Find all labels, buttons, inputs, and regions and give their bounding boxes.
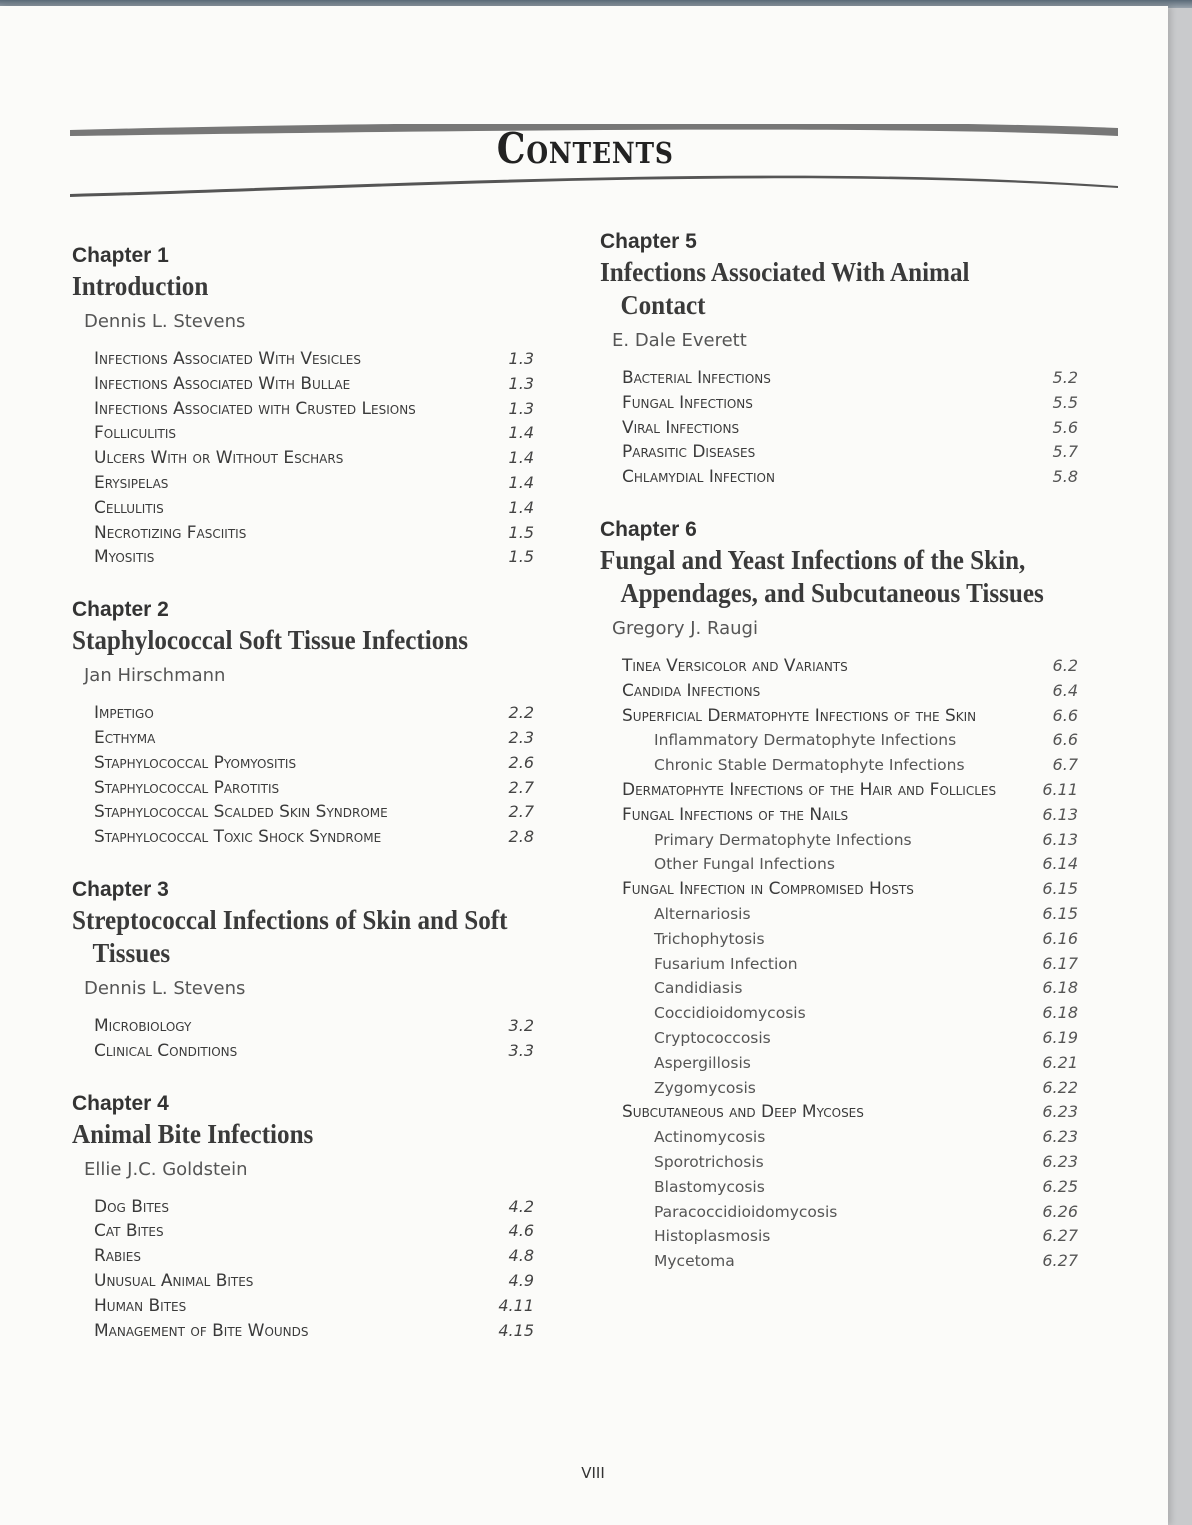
- entry-page-number: 6.27: [1042, 1226, 1078, 1246]
- entry-page-number: 4.6: [508, 1221, 534, 1241]
- toc-entry: [94, 800, 542, 825]
- chapter-block: [72, 876, 542, 1064]
- toc-subentry: [622, 1175, 1090, 1200]
- toc-entry: [94, 1014, 542, 1039]
- entry-title: Zygomycosis: [654, 1078, 756, 1097]
- entry-page-number: 6.26: [1042, 1201, 1078, 1221]
- entry-title: Trichophytosis: [654, 929, 765, 948]
- entry-page-number: 4.15: [498, 1320, 534, 1340]
- entry-page-number: 2.8: [508, 827, 534, 847]
- toc-subentry: [622, 1224, 1090, 1249]
- entry-title: Staphylococcal Scalded Skin Syndrome: [94, 802, 388, 823]
- chapter-author: E. Dale Everett: [612, 330, 747, 351]
- entry-title: Staphylococcal Toxic Shock Syndrome: [94, 827, 382, 848]
- chapter-author: Ellie J.C. Goldstein: [84, 1158, 248, 1180]
- entry-title: Human Bites: [94, 1295, 187, 1316]
- entry-page-number: 1.3: [508, 373, 534, 393]
- entry-page-number: 6.7: [1052, 755, 1078, 775]
- entry-page-number: 6.22: [1042, 1077, 1078, 1097]
- entry-page-number: 2.7: [508, 777, 534, 797]
- entry-page-number: 6.23: [1042, 1102, 1078, 1122]
- chapter-title: Staphylococcal Soft Tissue Infections: [72, 625, 468, 656]
- entry-title: Management of Bite Wounds: [94, 1320, 309, 1341]
- toc-subentry: [622, 952, 1090, 977]
- entry-title: Fungal Infections: [622, 392, 753, 413]
- toc-subentry: [622, 1125, 1090, 1150]
- toc-entry: [622, 704, 1090, 729]
- entry-title: Primary Dermatophyte Infections: [654, 830, 912, 849]
- entry-page-number: 4.8: [508, 1246, 534, 1266]
- entry-title: Myositis: [94, 547, 155, 568]
- entry-title: Ulcers With or Without Eschars: [94, 448, 344, 469]
- entry-title: Impetigo: [94, 703, 154, 724]
- toc-entry: [94, 545, 542, 570]
- entry-page-number: 5.6: [1052, 417, 1078, 437]
- entry-page-number: 6.6: [1052, 730, 1078, 750]
- entry-title: Alternariosis: [654, 904, 751, 923]
- toc-entry: [622, 391, 1090, 416]
- entry-page-number: 2.6: [508, 752, 534, 772]
- entry-page-number: 2.2: [508, 703, 534, 723]
- title-rule-bottom: [70, 162, 1118, 198]
- toc-entry: [94, 372, 542, 397]
- entry-page-number: 6.16: [1042, 928, 1078, 948]
- entry-title: Fungal Infections of the Nails: [622, 804, 849, 825]
- toc-subentry: [622, 852, 1090, 877]
- entry-page-number: 2.7: [508, 802, 534, 822]
- entry-title: Blastomycosis: [654, 1177, 765, 1196]
- entry-title: Candidiasis: [654, 979, 743, 998]
- chapter-label: Chapter 6: [600, 517, 697, 541]
- entry-page-number: 6.25: [1042, 1176, 1078, 1196]
- entry-page-number: 5.7: [1052, 442, 1078, 462]
- entry-title: Infections Associated With Bullae: [94, 373, 351, 394]
- toc-subentry: [622, 1200, 1090, 1225]
- chapter-title: Animal Bite Infections: [72, 1118, 314, 1149]
- chapter-label: Chapter 3: [72, 877, 169, 901]
- entry-title: Sporotrichosis: [654, 1152, 764, 1171]
- entry-title: Cryptococcosis: [654, 1028, 771, 1047]
- entry-page-number: 6.18: [1042, 1003, 1078, 1023]
- toc-entry: [94, 1219, 542, 1244]
- entry-title: Erysipelas: [94, 472, 169, 493]
- chapter-block: [600, 228, 1090, 490]
- chapter-label: Chapter 5: [600, 230, 697, 253]
- entry-page-number: 6.18: [1042, 978, 1078, 998]
- entry-title: Dog Bites: [94, 1196, 169, 1217]
- toc-entry: [622, 778, 1090, 803]
- entry-page-number: 4.11: [498, 1295, 534, 1315]
- toc-subentry: [622, 902, 1090, 927]
- entry-page-number: 1.4: [508, 472, 534, 492]
- entry-page-number: 6.13: [1042, 829, 1078, 849]
- entry-page-number: 6.13: [1042, 804, 1078, 824]
- entry-title: Necrotizing Fasciitis: [94, 522, 247, 543]
- toc-entry-list: [94, 701, 542, 850]
- entry-page-number: 5.8: [1052, 467, 1078, 487]
- entry-page-number: 3.2: [508, 1015, 534, 1035]
- chapter-author: Gregory J. Raugi: [612, 617, 758, 639]
- toc-entry: [94, 397, 542, 422]
- entry-title: Histoplasmosis: [654, 1227, 771, 1246]
- entry-page-number: 5.5: [1052, 392, 1078, 412]
- entry-title: Other Fungal Infections: [654, 855, 835, 874]
- toc-entry-list: [94, 1014, 542, 1064]
- entry-title: Staphylococcal Pyomyositis: [94, 752, 297, 773]
- entry-title: Chronic Stable Dermatophyte Infections: [654, 756, 965, 775]
- toc-entry: [94, 1319, 542, 1344]
- toc-entry: [94, 751, 542, 776]
- entry-title: Superficial Dermatophyte Infections of the Skin: [622, 705, 977, 726]
- entry-title: Infections Associated With Vesicles: [94, 349, 361, 369]
- toc-entry: [94, 1039, 542, 1064]
- entry-page-number: 6.11: [1042, 779, 1078, 799]
- entry-page-number: 5.2: [1052, 368, 1078, 387]
- entry-title: Microbiology: [94, 1015, 192, 1036]
- entry-title: Cellulitis: [94, 497, 164, 518]
- toc-subentry: [622, 1051, 1090, 1076]
- chapter-title: Introduction: [72, 271, 209, 301]
- chapter-block: [72, 596, 542, 850]
- entry-title: Fusarium Infection: [654, 954, 798, 973]
- entry-page-number: 6.4: [1052, 680, 1078, 700]
- entry-page-number: 1.4: [508, 497, 534, 517]
- entry-title: Cat Bites: [94, 1221, 164, 1242]
- toc-subentry: [622, 828, 1090, 853]
- toc-subentry: [622, 976, 1090, 1001]
- entry-page-number: 1.4: [508, 423, 534, 443]
- entry-title: Chlamydial Infection: [622, 467, 775, 488]
- chapter-author: Dennis L. Stevens: [84, 311, 246, 332]
- toc-entry: [622, 440, 1090, 465]
- entry-page-number: 1.5: [508, 522, 534, 542]
- toc-subentry: [622, 1150, 1090, 1175]
- toc-entry: [94, 347, 542, 372]
- chapter-label: Chapter 1: [72, 244, 169, 267]
- entry-page-number: 1.3: [508, 349, 534, 368]
- toc-entry: [94, 701, 542, 726]
- entry-page-number: 6.21: [1042, 1052, 1078, 1072]
- chapter-title: Infections Associated With Animal Contact: [600, 257, 970, 320]
- toc-entry: [622, 654, 1090, 679]
- toc-entry: [94, 825, 542, 850]
- entry-page-number: 1.5: [508, 547, 534, 567]
- toc-entry-list: [622, 366, 1090, 490]
- document-page: [0, 6, 1168, 1525]
- entry-title: Actinomycosis: [654, 1128, 766, 1147]
- entry-page-number: 6.23: [1042, 1127, 1078, 1147]
- toc-entry: [94, 776, 542, 801]
- toc-entry: [622, 803, 1090, 828]
- entry-title: Tinea Versicolor and Variants: [622, 655, 848, 676]
- entry-page-number: 6.14: [1042, 854, 1078, 874]
- contents-right-column: [600, 228, 1090, 1300]
- toc-subentry: [622, 927, 1090, 952]
- entry-page-number: 6.27: [1042, 1251, 1078, 1271]
- toc-entry: [94, 521, 542, 546]
- entry-title: Candida Infections: [622, 680, 761, 701]
- toc-entry: [94, 1269, 542, 1294]
- entry-page-number: 4.2: [508, 1196, 534, 1216]
- toc-entry: [94, 1195, 542, 1220]
- entry-page-number: 6.17: [1042, 953, 1078, 973]
- toc-subentry: [622, 1001, 1090, 1026]
- toc-entry: [94, 496, 542, 521]
- entry-page-number: 3.3: [508, 1040, 534, 1060]
- chapter-block: [72, 242, 542, 570]
- toc-subentry: [622, 753, 1090, 778]
- entry-title: Dermatophyte Infections of the Hair and Follicles: [622, 779, 997, 800]
- entry-title: Aspergillosis: [654, 1053, 751, 1072]
- toc-entry: [622, 366, 1090, 391]
- entry-title: Parasitic Diseases: [622, 442, 756, 463]
- entry-page-number: 6.2: [1052, 655, 1078, 675]
- toc-entry: [94, 446, 542, 471]
- toc-entry: [622, 416, 1090, 441]
- chapter-title: Streptococcal Infections of Skin and Soft Tissues: [72, 904, 508, 968]
- entry-page-number: 6.15: [1042, 903, 1078, 923]
- toc-entry: [622, 679, 1090, 704]
- entry-title: Unusual Animal Bites: [94, 1270, 254, 1291]
- toc-entry: [622, 465, 1090, 490]
- entry-title: Folliculitis: [94, 423, 177, 444]
- entry-title: Rabies: [94, 1246, 141, 1267]
- toc-subentry: [622, 1076, 1090, 1101]
- chapter-block: [72, 1090, 542, 1344]
- entry-page-number: 2.3: [508, 727, 534, 747]
- entry-title: Coccidioidomycosis: [654, 1004, 806, 1023]
- toc-entry: [94, 1294, 542, 1319]
- toc-entry-list: [94, 347, 542, 570]
- chapter-block: [600, 516, 1090, 1274]
- entry-title: Mycetoma: [654, 1252, 735, 1271]
- toc-entry-list: [622, 654, 1090, 1274]
- entry-title: Subcutaneous and Deep Mycoses: [622, 1102, 864, 1123]
- entry-page-number: 6.15: [1042, 879, 1078, 899]
- entry-page-number: 6.6: [1052, 705, 1078, 725]
- entry-title: Staphylococcal Parotitis: [94, 777, 280, 798]
- chapter-label: Chapter 4: [72, 1091, 169, 1115]
- toc-entry: [622, 1100, 1090, 1125]
- entry-title: Viral Infections: [622, 417, 740, 438]
- toc-entry: [94, 1244, 542, 1269]
- entry-title: Paracoccidioidomycosis: [654, 1202, 838, 1221]
- entry-page-number: 1.4: [508, 448, 534, 468]
- toc-entry: [622, 877, 1090, 902]
- chapter-label: Chapter 2: [72, 598, 169, 622]
- entry-title: Inflammatory Dermatophyte Infections: [654, 731, 957, 750]
- toc-entry: [94, 726, 542, 751]
- entry-title: Infections Associated with Crusted Lesions: [94, 398, 416, 419]
- chapter-title: Fungal and Yeast Infections of the Skin, Appendages, and Subcutaneous Tissues: [600, 544, 1044, 608]
- entry-page-number: 6.19: [1042, 1027, 1078, 1047]
- toc-subentry: [622, 1249, 1090, 1274]
- page-title: Contents: [496, 124, 674, 173]
- entry-page-number: 4.9: [508, 1270, 534, 1290]
- entry-page-number: 6.23: [1042, 1151, 1078, 1171]
- entry-page-number: 1.3: [508, 398, 534, 418]
- toc-entry: [94, 471, 542, 496]
- contents-left-column: [72, 242, 542, 1369]
- chapter-author: Jan Hirschmann: [84, 665, 226, 687]
- page-number: VIII: [581, 1464, 605, 1482]
- toc-subentry: [622, 728, 1090, 753]
- toc-entry-list: [94, 1195, 542, 1344]
- chapter-author: Dennis L. Stevens: [84, 977, 246, 999]
- toc-subentry: [622, 1026, 1090, 1051]
- entry-title: Clinical Conditions: [94, 1040, 238, 1061]
- entry-title: Ecthyma: [94, 727, 156, 748]
- entry-title: Fungal Infection in Compromised Hosts: [622, 879, 914, 900]
- toc-entry: [94, 421, 542, 446]
- entry-title: Bacterial Infections: [622, 368, 771, 388]
